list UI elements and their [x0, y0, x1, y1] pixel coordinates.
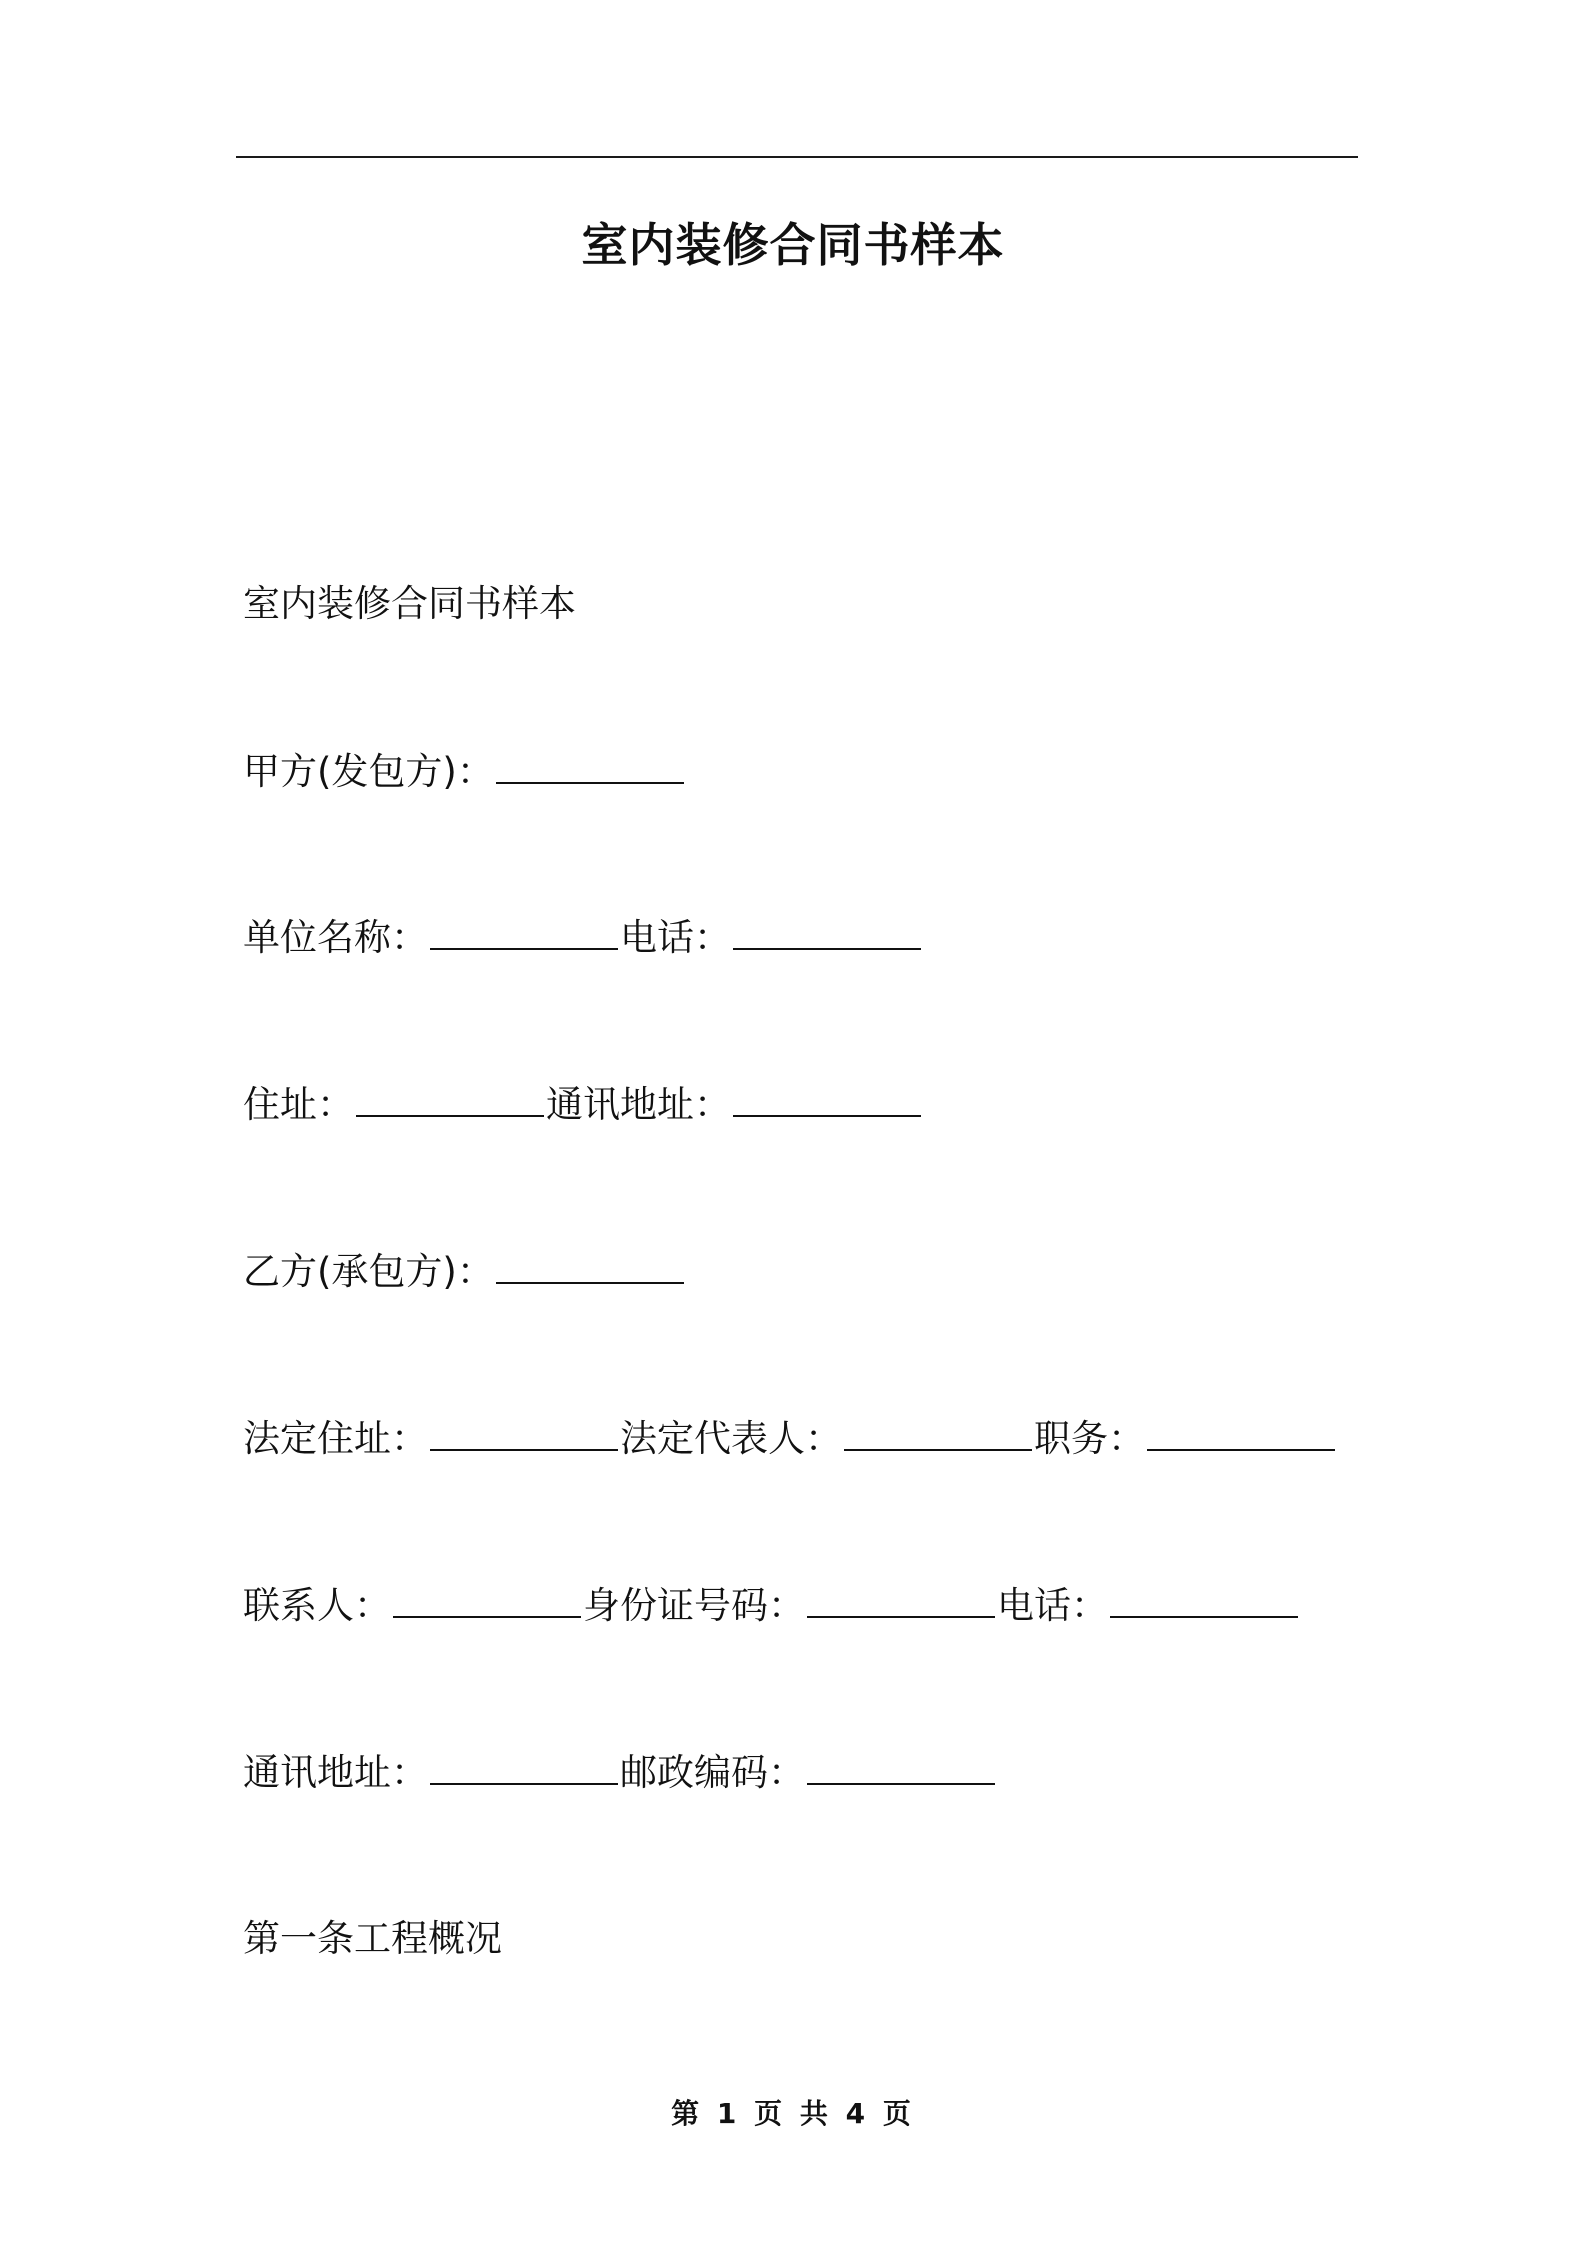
- id-number-blank[interactable]: [807, 1580, 995, 1618]
- legal-rep-label: 法定代表人：: [620, 1417, 842, 1460]
- party-a-address-line: [243, 1079, 923, 1131]
- party-a-mailing-label: 通讯地址：: [546, 1083, 731, 1126]
- party-a-mailing-blank[interactable]: [733, 1079, 921, 1117]
- party-a-blank[interactable]: [496, 746, 684, 784]
- id-number-label: 身份证号码：: [583, 1584, 805, 1627]
- postal-code-blank[interactable]: [807, 1747, 995, 1785]
- legal-address-label: 法定住址：: [243, 1417, 428, 1460]
- party-a-phone-blank[interactable]: [733, 912, 921, 950]
- party-a-label: 甲方(发包方)：: [243, 750, 494, 793]
- party-b-blank[interactable]: [496, 1246, 684, 1284]
- party-a-phone-label: 电话：: [620, 916, 731, 959]
- party-b-phone-blank[interactable]: [1110, 1580, 1298, 1618]
- party-a-unit-line: [243, 912, 923, 964]
- party-b-line: [243, 1246, 686, 1298]
- subtitle-text: 室内装修合同书样本: [243, 582, 576, 625]
- address-blank[interactable]: [356, 1079, 544, 1117]
- party-b-legal-line: [243, 1413, 1337, 1465]
- party-b-mailing-label: 通讯地址：: [243, 1751, 428, 1794]
- document-title: 室内装修合同书样本: [581, 218, 1005, 272]
- position-label: 职务：: [1034, 1417, 1145, 1460]
- unit-name-label: 单位名称：: [243, 916, 428, 959]
- party-b-phone-label: 电话：: [997, 1584, 1108, 1627]
- legal-address-blank[interactable]: [430, 1413, 618, 1451]
- page-footer: 第 1 页 共 4 页: [671, 2097, 915, 2130]
- unit-name-blank[interactable]: [430, 912, 618, 950]
- legal-rep-blank[interactable]: [844, 1413, 1032, 1451]
- party-b-label: 乙方(承包方)：: [243, 1250, 494, 1293]
- party-b-contact-line: [243, 1580, 1300, 1632]
- contact-blank[interactable]: [393, 1580, 581, 1618]
- section-1-heading: [243, 1913, 502, 1965]
- position-blank[interactable]: [1147, 1413, 1335, 1451]
- party-a-line: [243, 746, 686, 798]
- party-b-mailing-line: [243, 1747, 997, 1799]
- header-rule: [236, 156, 1358, 158]
- contact-label: 联系人：: [243, 1584, 391, 1627]
- section-1-text: 第一条工程概况: [243, 1917, 502, 1960]
- postal-code-label: 邮政编码：: [620, 1751, 805, 1794]
- party-b-mailing-blank[interactable]: [430, 1747, 618, 1785]
- address-label: 住址：: [243, 1083, 354, 1126]
- subtitle-line: [243, 578, 576, 630]
